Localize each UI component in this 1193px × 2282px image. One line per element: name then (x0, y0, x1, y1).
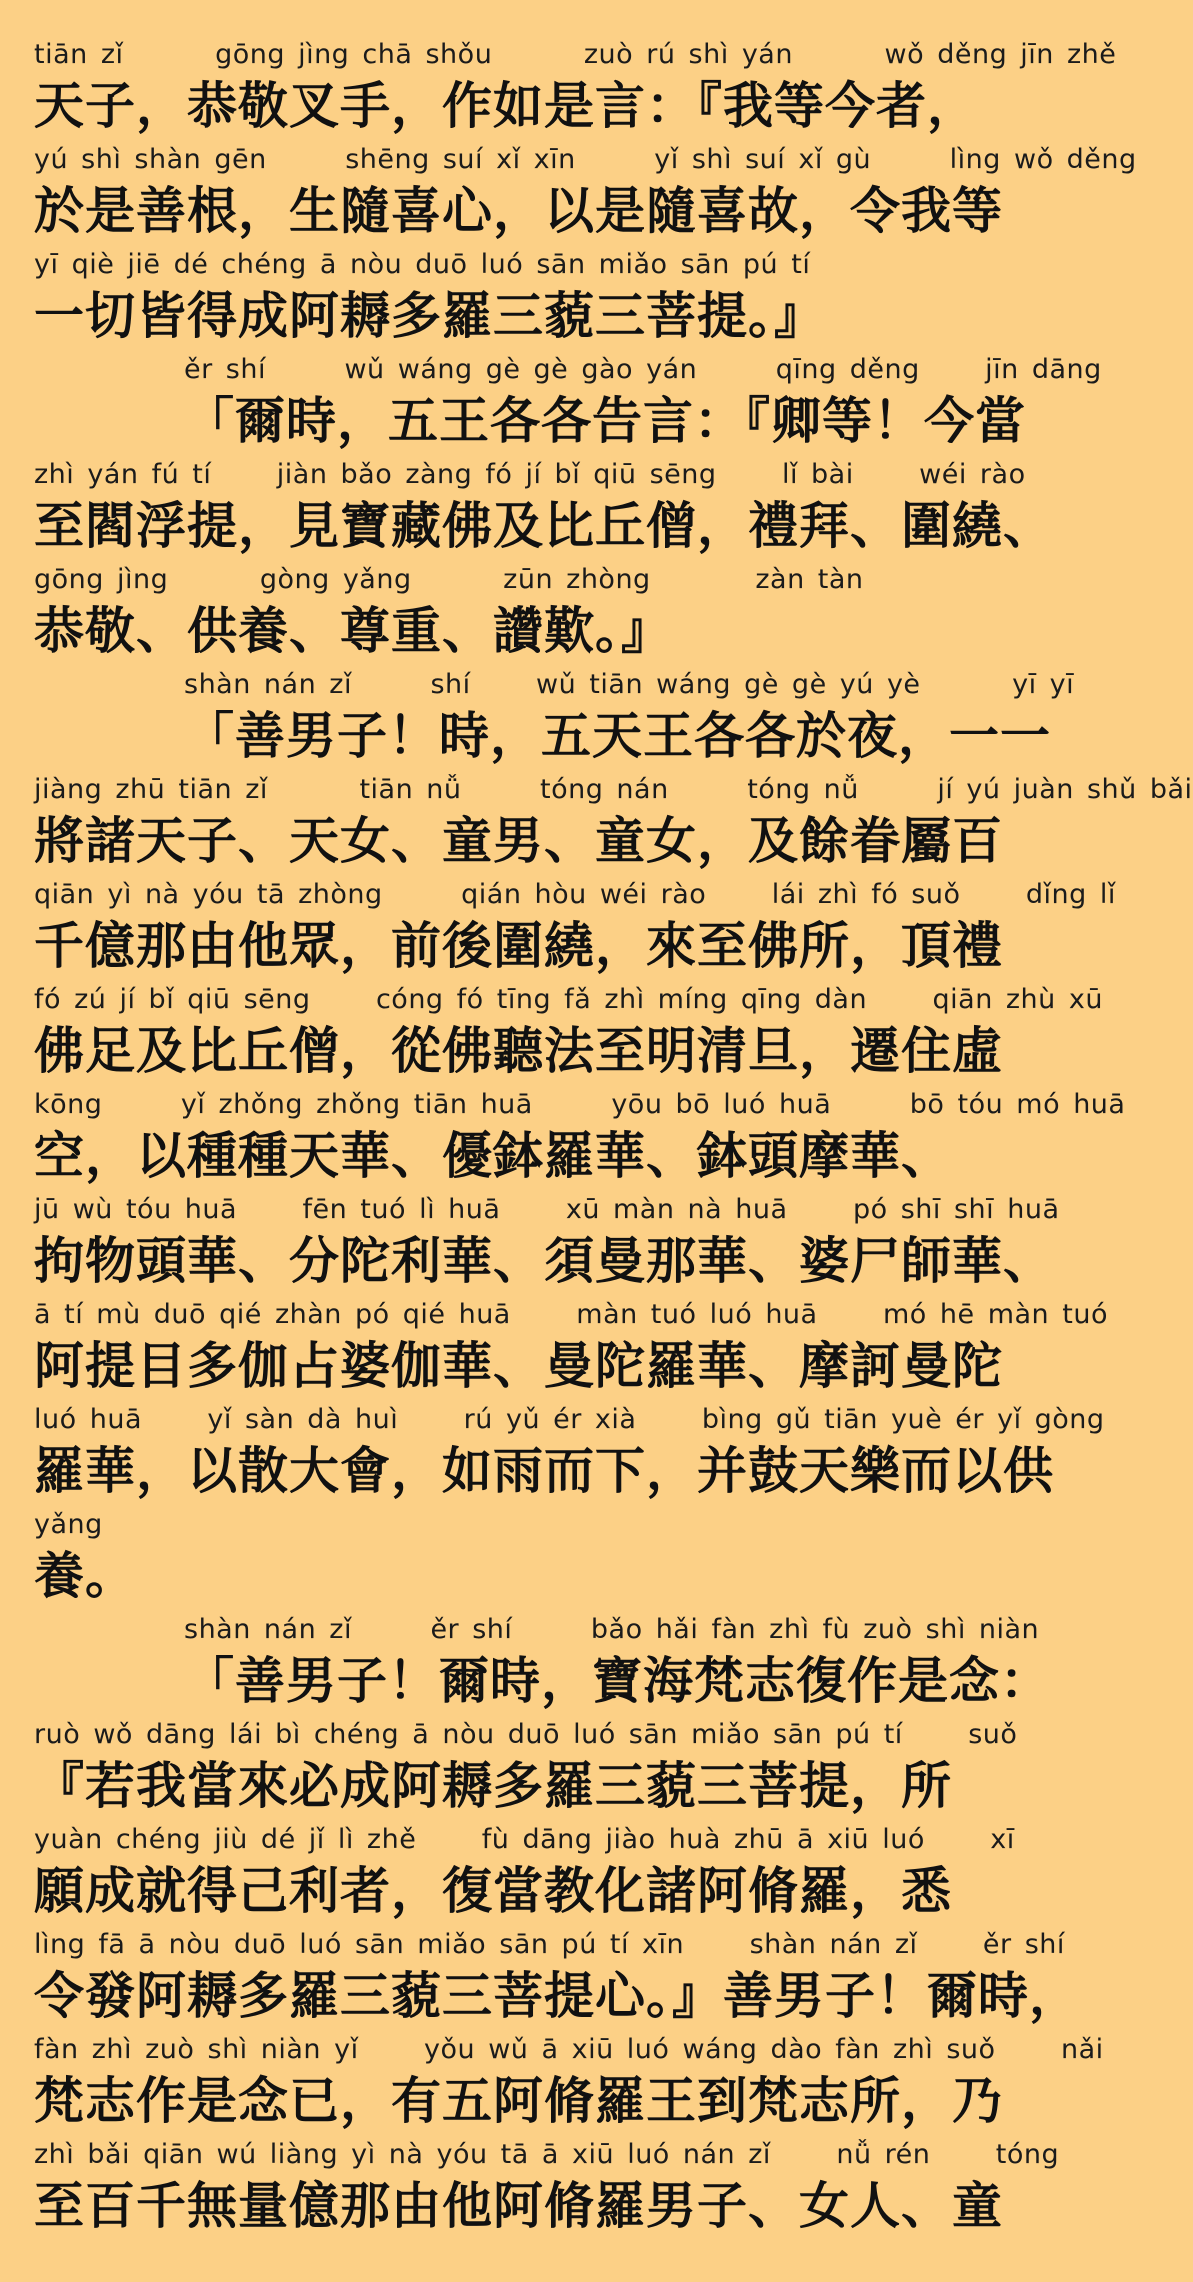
text-line (34, 1926, 1080, 2031)
hanzi-line: 養。 (34, 1547, 136, 1605)
pinyin-line: yī qiè jiē dé chéng ā nòu duō luó sān miǎo sān pú tí (34, 249, 811, 280)
pinyin-line: fó zú jí bǐ qiū sēng cóng fó tīng fǎ zhì míng qīng dàn qiān zhù xū (34, 984, 1103, 1015)
pinyin-line: yǎng (34, 1509, 103, 1540)
text-line (34, 2031, 1104, 2136)
pinyin-line: ruò wǒ dāng lái bì chéng ā nòu duō luó sān miǎo sān pú tí suǒ (34, 1719, 1018, 1750)
text-line (34, 2136, 1060, 2241)
pinyin-line: tiān zǐ gōng jìng chā shǒu zuò rú shì yán wǒ děng jīn zhě (34, 39, 1117, 70)
hanzi-line: 恭敬、供養、尊重、讚歎。』 (34, 602, 672, 660)
hanzi-line: 一切皆得成阿耨多羅三藐三菩提。』 (34, 287, 825, 345)
hanzi-line: 梵志作是念已，有五阿脩羅王到梵志所，乃 (34, 2072, 1003, 2130)
pinyin-line: luó huā yǐ sàn dà huì rú yǔ ér xià bìng gǔ tiān yuè ér yǐ gòng (34, 1404, 1105, 1435)
text-line (34, 1296, 1108, 1401)
text-line (34, 1611, 1051, 1716)
pinyin-line: shàn nán zǐ ěr shí bǎo hǎi fàn zhì fù zuò shì niàn (184, 1614, 1040, 1645)
pinyin-line: shàn nán zǐ shí wǔ tiān wáng gè gè yú yè yī yī (184, 669, 1075, 700)
hanzi-line: 「善男子！時，五天王各各於夜，一一 (184, 707, 1051, 765)
hanzi-line: 空，以種種天華、優鉢羅華、鉢頭摩華、 (34, 1127, 952, 1185)
hanzi-line: 願成就得己利者，復當教化諸阿脩羅，悉 (34, 1862, 952, 1920)
pinyin-line: zhì yán fú tí jiàn bǎo zàng fó jí bǐ qiū sēng lǐ bài wéi rào (34, 459, 1026, 490)
pinyin-line: yuàn chéng jiù dé jǐ lì zhě fù dāng jiào huà zhū ā xiū luó xī (34, 1824, 1015, 1855)
pinyin-line: jū wù tóu huā fēn tuó lì huā xū màn nà huā pó shī shī huā (34, 1194, 1060, 1225)
pinyin-line: zhì bǎi qiān wú liàng yì nà yóu tā ā xiū luó nán zǐ nǚ rén tóng (34, 2139, 1060, 2170)
pinyin-line: gōng jìng gòng yǎng zūn zhòng zàn tàn (34, 564, 864, 595)
text-line (34, 1191, 1060, 1296)
pinyin-line: lìng fā ā nòu duō luó sān miǎo sān pú tí xīn shàn nán zǐ ěr shí (34, 1929, 1065, 1960)
text-line (34, 1716, 1048, 1821)
hanzi-line: 「善男子！爾時，寶海梵志復作是念： (184, 1652, 1051, 1710)
hanzi-line: 將諸天子、天女、童男、童女，及餘眷屬百 (34, 812, 1003, 870)
text-line (34, 351, 1102, 456)
text-line (34, 666, 1075, 771)
hanzi-line: 至百千無量億那由他阿脩羅男子、女人、童 (34, 2177, 1003, 2235)
text-line (34, 561, 1048, 666)
pinyin-line: qiān yì nà yóu tā zhòng qián hòu wéi rào lái zhì fó suǒ dǐng lǐ (34, 879, 1116, 910)
text-line (34, 456, 1054, 561)
text-line (34, 246, 1048, 351)
hanzi-line: 令發阿耨多羅三藐三菩提心。』善男子！爾時， (34, 1967, 1080, 2025)
text-line (34, 876, 1116, 981)
hanzi-line: 於是善根，生隨喜心，以是隨喜故，令我等 (34, 182, 1003, 240)
hanzi-line: 千億那由他眾，前後圍繞，來至佛所，頂禮 (34, 917, 1003, 975)
pinyin-line: kōng yǐ zhǒng zhǒng tiān huā yōu bō luó huā bō tóu mó huā (34, 1089, 1126, 1120)
hanzi-line: 「爾時，五王各各告言：『卿等！今當 (184, 392, 1026, 450)
text-line (34, 1086, 1126, 1191)
text-line (34, 1506, 1048, 1611)
pinyin-line: yú shì shàn gēn shēng suí xǐ xīn yǐ shì suí xǐ gù lìng wǒ děng (34, 144, 1137, 175)
hanzi-line: 羅華，以散大會，如雨而下，并鼓天樂而以供 (34, 1442, 1054, 1500)
pinyin-line: jiàng zhū tiān zǐ tiān nǚ tóng nán tóng nǚ jí yú juàn shǔ bǎi (34, 774, 1193, 805)
hanzi-line: 阿提目多伽占婆伽華、曼陀羅華、摩訶曼陀 (34, 1337, 1003, 1395)
text-line (34, 36, 1117, 141)
hanzi-line: 佛足及比丘僧，從佛聽法至明清旦，遷住虛 (34, 1022, 1003, 1080)
text-line (34, 141, 1137, 246)
text-line (34, 981, 1103, 1086)
text-line (34, 1401, 1105, 1506)
pinyin-line: ěr shí wǔ wáng gè gè gào yán qīng děng jīn dāng (184, 354, 1102, 385)
text-line (34, 1821, 1048, 1926)
hanzi-line: 拘物頭華、分陀利華、須曼那華、婆尸師華、 (34, 1232, 1054, 1290)
hanzi-line: 『若我當來必成阿耨多羅三藐三菩提，所 (34, 1757, 952, 1815)
hanzi-line: 天子，恭敬叉手，作如是言：『我等今者， (34, 77, 978, 135)
pinyin-line: ā tí mù duō qié zhàn pó qié huā màn tuó luó huā mó hē màn tuó (34, 1299, 1108, 1330)
pinyin-line: fàn zhì zuò shì niàn yǐ yǒu wǔ ā xiū luó wáng dào fàn zhì suǒ nǎi (34, 2034, 1104, 2065)
hanzi-line: 至閻浮提，見寶藏佛及比丘僧，禮拜、圍繞、 (34, 497, 1054, 555)
text-line (34, 771, 1193, 876)
